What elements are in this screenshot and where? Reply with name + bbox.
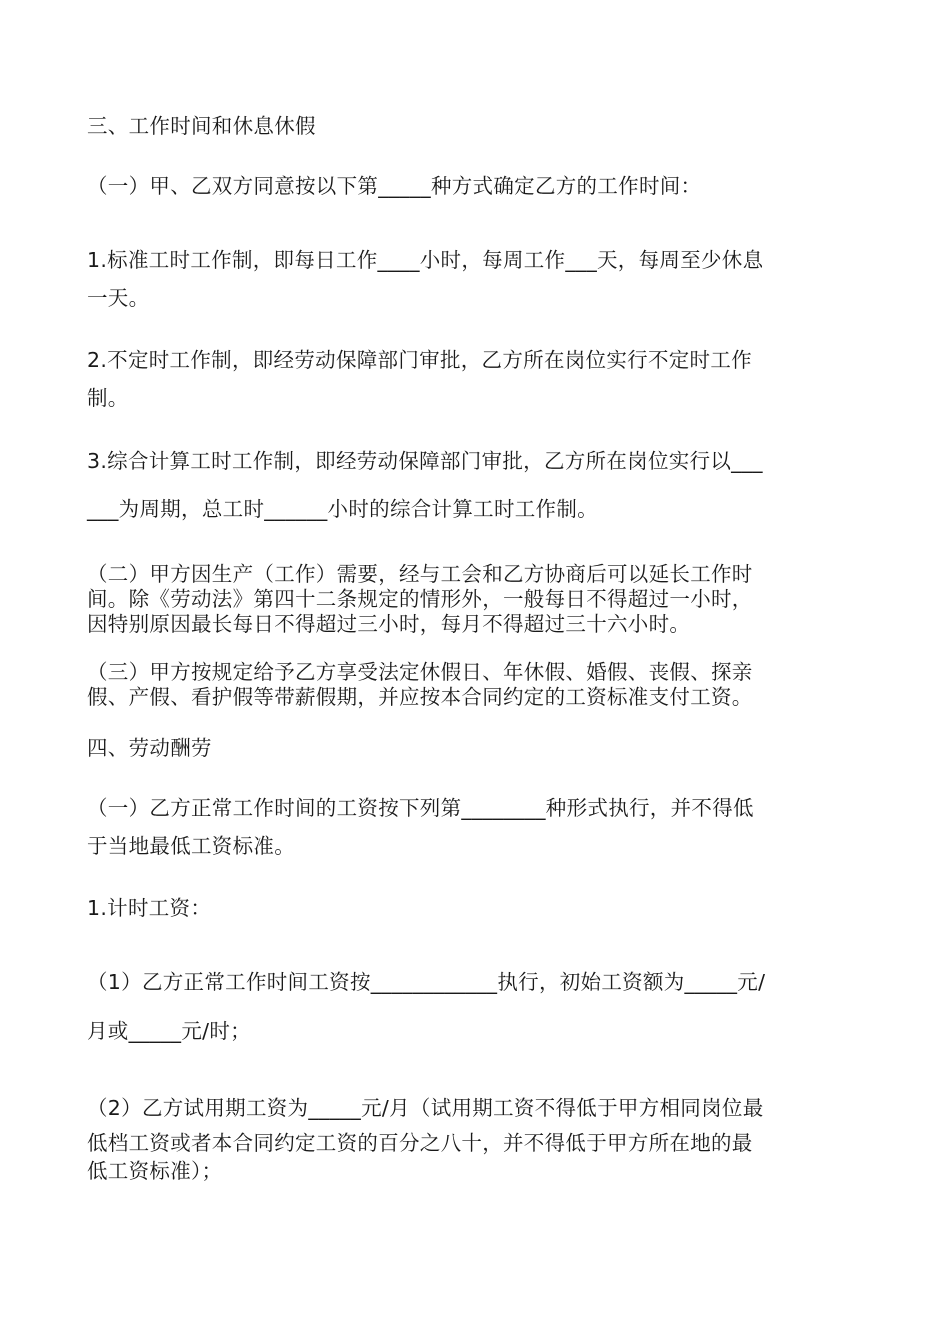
paragraph-line: 2.不定时工作制，即经劳动保障部门审批，乙方所在岗位实行不定时工作 [87,348,752,372]
paragraph-line: 于当地最低工资标准。 [87,834,295,858]
paragraph-line: （1）乙方正常工作时间工资按____________执行，初始工资额为_____元/ [87,970,766,994]
paragraph-line: 因特别原因最长每日不得超过三小时，每月不得超过三十六小时。 [87,612,691,636]
paragraph-line: （三）甲方按规定给予乙方享受法定休假日、年休假、婚假、丧假、探亲 [87,660,753,684]
paragraph-line: 1.标准工时工作制，即每日工作____小时，每周工作___天，每周至少休息 [87,248,764,272]
paragraph-line: 制。 [87,386,129,410]
paragraph-line: 假、产假、看护假等带薪假期，并应按本合同约定的工资标准支付工资。 [87,685,753,709]
paragraph-line: 低工资标准）； [87,1159,223,1183]
section-heading-4: 四、劳动酬劳 [87,736,212,760]
paragraph-line: 月或_____元/时； [87,1019,251,1043]
paragraph-line: ___为周期，总工时______小时的综合计算工时工作制。 [87,497,598,521]
paragraph-line: （一）甲、乙双方同意按以下第_____种方式确定乙方的工作时间： [87,174,702,198]
paragraph-line: （二）甲方因生产（工作）需要，经与工会和乙方协商后可以延长工作时 [87,562,753,586]
paragraph-line: 一天。 [87,286,150,310]
section-heading-3: 三、工作时间和休息休假 [87,114,316,138]
paragraph-line: 3.综合计算工时工作制，即经劳动保障部门审批，乙方所在岗位实行以___ [87,449,763,473]
paragraph-line: 1.计时工资： [87,896,212,920]
paragraph-line: 低档工资或者本合同约定工资的百分之八十，并不得低于甲方所在地的最 [87,1131,753,1155]
paragraph-line: （2）乙方试用期工资为_____元/月（试用期工资不得低于甲方相同岗位最 [87,1096,764,1120]
paragraph-line: （一）乙方正常工作时间的工资按下列第________种形式执行，并不得低 [87,796,754,820]
paragraph-line: 间。除《劳动法》第四十二条规定的情形外，一般每日不得超过一小时， [87,587,753,611]
